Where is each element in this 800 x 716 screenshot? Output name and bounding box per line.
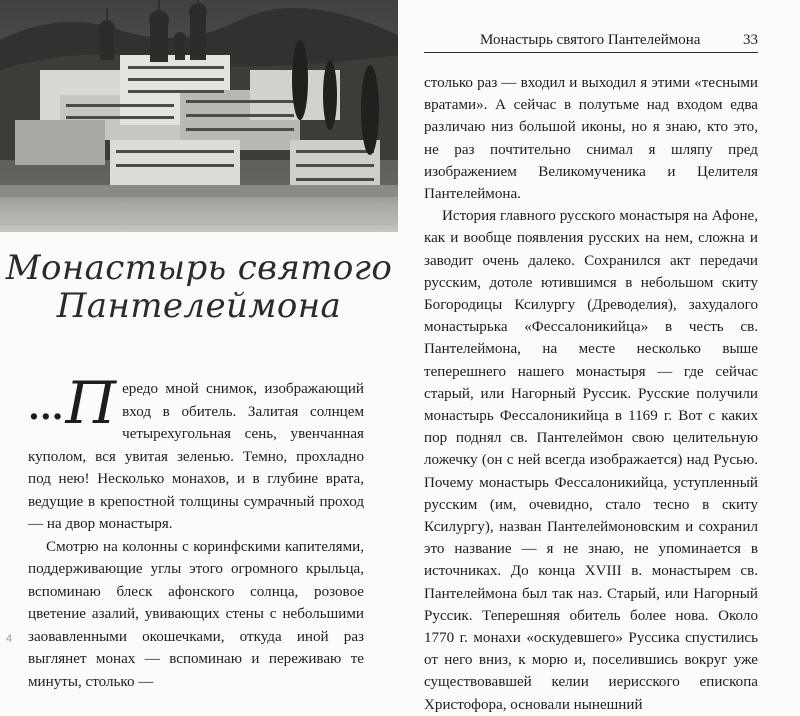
monastery-photo-image [0, 0, 398, 232]
left-paragraph-2: Смотрю на колонны с коринфскими капителями, поддерживающие углы этого огромного крыльца, вспоминаю блеск афонского солнца, розовое цветение азалий, увивающих стены с небольшими заовавленными окошечками, откуда иной раз выглянет монах — вспоминаю и переживаю те минуты, столько — [28, 538, 364, 690]
right-page-body [424, 72, 758, 716]
chapter-title-line-2: Пантелеймона [56, 286, 342, 326]
chapter-title-line-1: Монастырь святого [5, 248, 393, 288]
page-number: 33 [743, 32, 758, 48]
dropcap-ellipsis: ... [28, 388, 64, 428]
running-head-title: Монастырь святого Пантелеймона [480, 32, 701, 48]
corner-mark: 4 [6, 633, 13, 645]
running-head [424, 28, 758, 53]
dropcap [28, 369, 117, 437]
left-page-body [28, 369, 364, 693]
chapter-title [0, 249, 398, 325]
left-paragraph-1-text: ередо мной снимок, изображающий вход в обитель. Залитая солнцем четырехугольная сень, увенчанная куполом, вся увитая зеленью. Темно, прохладно под нею! Несколько монахов, и в глубине врата, ведущие в крепостной толщины сумрачный проход — на двор монастыря. [28, 381, 364, 532]
right-paragraph-1: столько раз — входил и выходил я этими «тесными вратами». А сейчас в полутьме над входом едва различаю низ большой иконы, но я знаю, кто это, не раз почтительно снимал я шляпу пред изображением Великомученика и Целителя Пантелеймона. [424, 75, 758, 203]
monastery-photo [0, 0, 398, 232]
dropcap-letter: П [65, 369, 117, 437]
right-paragraph-2: История главного русского монастыря на Афоне, как и вообще появления русских на нем, сложна и заводит очень далеко. Сохранился акт передачи русским, дотоле ютившимся в небольшом скиту Богородицы Ксилургу (Древоделия), захудалого монастырька «Фессалоникийца» в честь св. Пантелеймона, на месте несколько выше теперешнего нашего монастыря — где сейчас старый, или Нагорный Руссик. Русские получили монастырь Фессалоникийца в 1169 г. Вот с каких пор поднял св. Пантелеймон свою целительную ложечку (он с ней всегда изображается) над Русью. Почему монастырь Фессалоникийца, уступленный русским (им, очевидно, стало тесно в скиту Ксилургу), назван Пантелеймоновским и сохранил это название — я не знаю, не упоминается в источниках. До конца XVIII в. монастырем св. Пантелеймона был так наз. Старый, или Нагорный Руссик. Теперешняя обитель более нова. Около 1770 г. монахи «оскудевшего» Руссика спустились от него вниз, к морю и, поселившись вокруг уже существовавшей келии иерисского епископа Христофора, основали нынешний [424, 208, 758, 713]
left-paragraph-1 [28, 369, 364, 536]
